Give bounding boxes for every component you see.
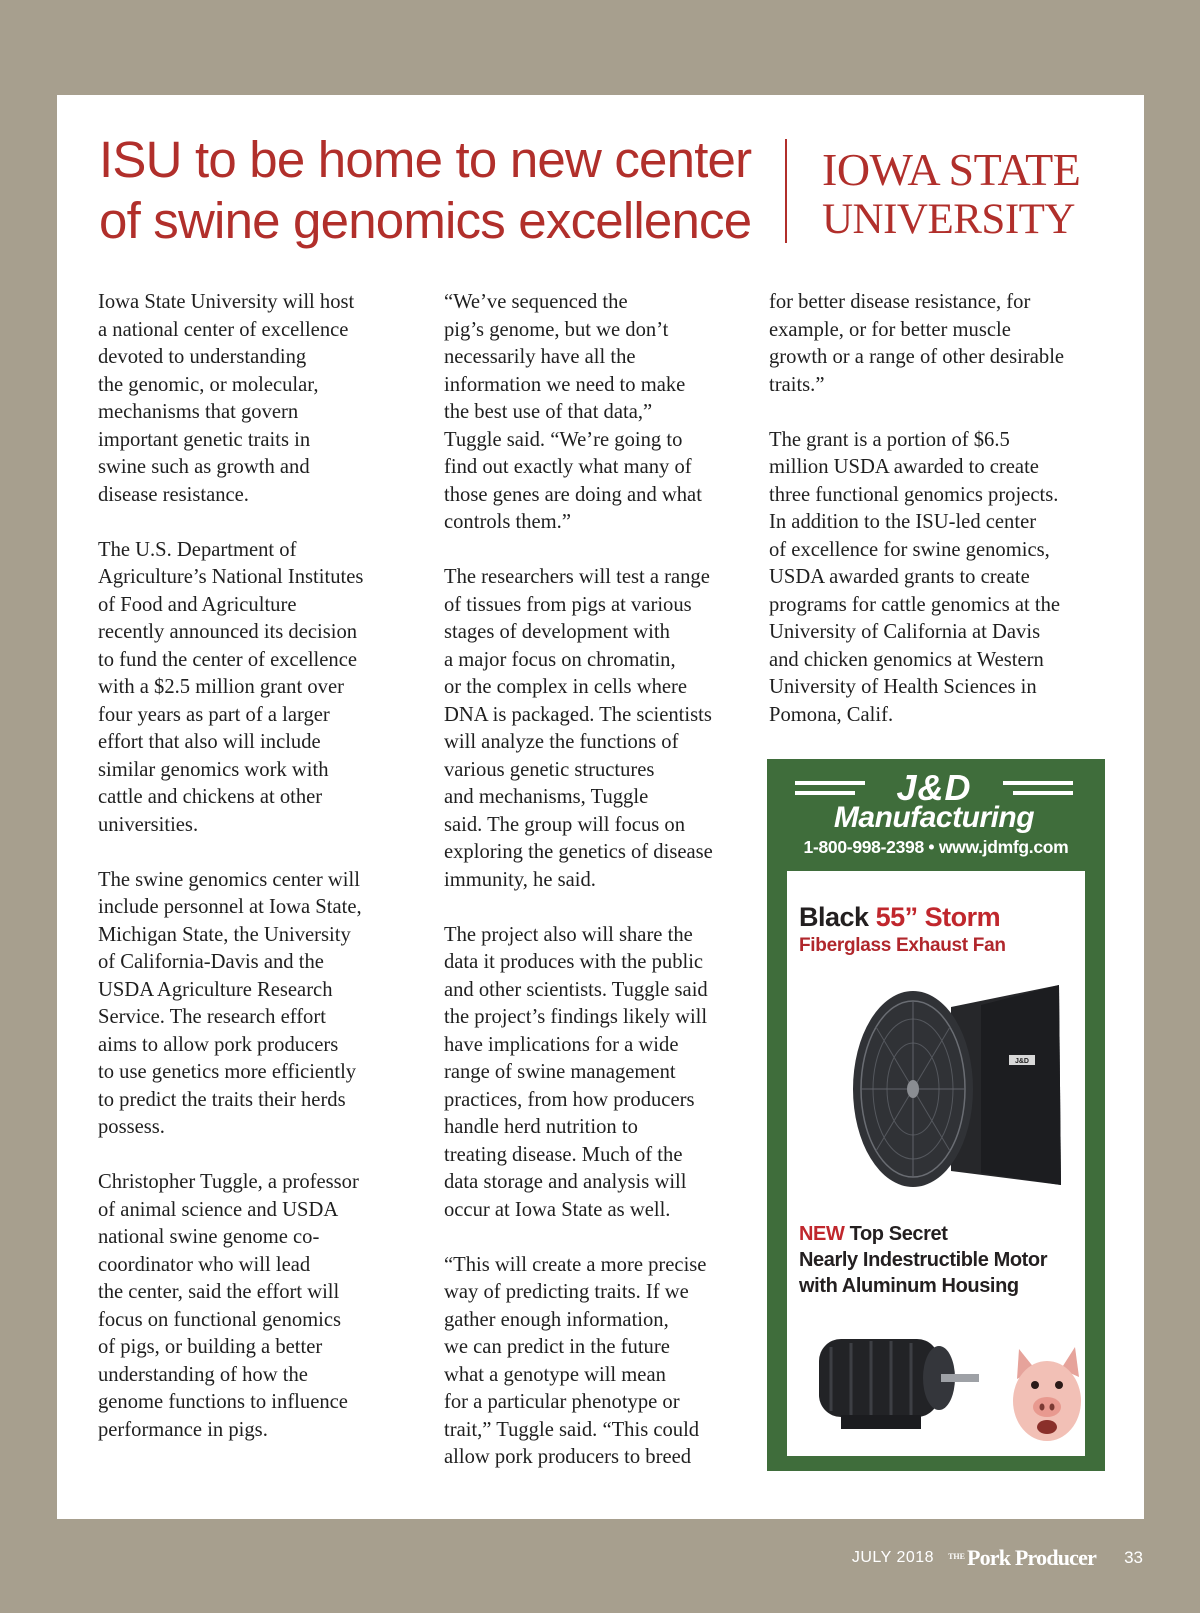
text-line: have implications for a wide (444, 1033, 679, 1056)
text-line: said. The group will focus on (444, 813, 685, 836)
text-line: focus on functional genomics (98, 1308, 342, 1331)
iowa-state-university-logo (822, 145, 1122, 245)
article-paragraph (98, 867, 403, 1142)
text-line: gather enough information, (444, 1308, 669, 1331)
text-line: data storage and analysis will (444, 1171, 687, 1193)
text-line: The grant is a portion of $6.5 (769, 428, 1010, 451)
text-line: a major focus on chromatin, (444, 648, 676, 671)
text-line: for better disease resistance, for (769, 291, 1031, 313)
text-line: immunity, he said. (444, 868, 596, 891)
text-line: the best use of that data,” (444, 401, 653, 423)
magazine-title (948, 1545, 1096, 1571)
product-title (799, 901, 1000, 933)
text-line: “We’ve sequenced the (444, 291, 628, 313)
text-line: devoted to understanding (98, 346, 307, 368)
text-line: University of Health Sciences in (769, 676, 1037, 698)
text-line: Agriculture’s National Institutes (98, 566, 364, 588)
text-line: Iowa State University will host (98, 291, 355, 313)
text-line: find out exactly what many of (444, 456, 692, 478)
product-type: Fiberglass Exhaust Fan (799, 935, 1006, 956)
magazine-page (57, 95, 1144, 1519)
article-paragraph (769, 427, 1099, 730)
text-line: national swine genome co- (98, 1226, 320, 1248)
article-paragraph (98, 1169, 403, 1444)
fan-badge: J&D (1014, 1058, 1030, 1065)
text-line: The researchers will test a range (444, 566, 710, 588)
ad-product-panel (787, 871, 1085, 1456)
text-line: with a $2.5 million grant over (98, 676, 344, 698)
motor-line: Nearly Indestructible Motor (799, 1249, 1048, 1271)
page-number: 33 (1124, 1548, 1143, 1567)
text-line: similar genomics work with (98, 758, 329, 781)
motor-line: with Aluminum Housing (799, 1275, 1019, 1297)
text-line: disease resistance. (98, 483, 249, 506)
text-line: handle herd nutrition to (444, 1116, 638, 1138)
text-line: The project also will share the (444, 923, 693, 946)
text-line: three functional genomics projects. (769, 483, 1059, 506)
text-line: recently announced its decision (98, 621, 358, 643)
text-line: we can predict in the future (444, 1336, 670, 1358)
text-line: trait,” Tuggle said. “This could (444, 1418, 700, 1441)
text-line: of excellence for swine genomics, (769, 538, 1050, 561)
text-line: to fund the center of excellence (98, 648, 358, 671)
text-line: pig’s genome, but we don’t (444, 318, 669, 341)
text-line: understanding of how the (98, 1363, 308, 1386)
article-paragraph (769, 289, 1099, 399)
text-line: for a particular phenotype or (444, 1391, 680, 1413)
text-line: USDA awarded grants to create (769, 566, 1030, 588)
text-line: a national center of excellence (98, 318, 349, 341)
text-line: traits.” (769, 373, 825, 396)
text-line: will analyze the functions of (444, 731, 679, 753)
article-headline (99, 129, 759, 251)
text-line: various genetic structures (444, 758, 655, 781)
text-line: performance in pigs. (98, 1418, 268, 1441)
text-line: of pigs, or building a better (98, 1336, 323, 1358)
text-line: what a genotype will mean (444, 1363, 666, 1386)
text-line: of Food and Agriculture (98, 593, 297, 616)
text-line: aims to allow pork producers (98, 1033, 339, 1056)
text-line: occur at Iowa State as well. (444, 1198, 671, 1221)
text-line: DNA is packaged. The scientists (444, 703, 712, 726)
text-line: mechanisms that govern (98, 401, 299, 423)
article-paragraph (444, 564, 749, 894)
text-line: swine such as growth and (98, 456, 310, 478)
text-line: example, or for better muscle (769, 318, 1011, 341)
text-line: exploring the genetics of disease (444, 841, 713, 863)
text-line: genome functions to influence (98, 1391, 348, 1413)
text-line: and other scientists. Tuggle said (444, 978, 708, 1001)
headline-divider (785, 139, 787, 243)
text-line: of California-Davis and the (98, 951, 324, 973)
magazine-the: THE (948, 1552, 965, 1561)
product-size: 55” Storm (875, 902, 1001, 932)
new-label: NEW (799, 1223, 845, 1245)
text-line: the center, said the effort will (98, 1281, 340, 1303)
text-line: growth or a range of other desirable (769, 346, 1065, 368)
headline-line: ISU to be home to new center (99, 131, 752, 188)
text-line: million USDA awarded to create (769, 456, 1039, 478)
article-paragraph (98, 537, 403, 840)
text-line: four years as part of a larger (98, 703, 330, 726)
text-line: programs for cattle genomics at the (769, 593, 1061, 616)
text-line: necessarily have all the (444, 346, 636, 368)
text-line: of animal science and USDA (98, 1198, 339, 1221)
text-line: of tissues from pigs at various (444, 593, 692, 616)
text-line: important genetic traits in (98, 428, 311, 451)
brand-name: J&D (896, 767, 972, 808)
text-line: The swine genomics center will (98, 868, 360, 891)
text-line: or the complex in cells where (444, 676, 688, 698)
article-column-1 (98, 289, 403, 1472)
text-line: coordinator who will lead (98, 1253, 311, 1276)
text-line: “This will create a more precise (444, 1253, 707, 1276)
logo-line: UNIVERSITY (822, 196, 1075, 243)
text-line: The U.S. Department of (98, 538, 297, 561)
text-line: Michigan State, the University (98, 923, 351, 946)
text-line: universities. (98, 813, 199, 836)
text-line: range of swine management (444, 1061, 676, 1083)
text-line: to use genetics more efficiently (98, 1061, 357, 1083)
text-line: possess. (98, 1116, 165, 1138)
text-line: controls them.” (444, 511, 571, 533)
article-paragraph (444, 289, 749, 537)
text-line: treating disease. Much of the (444, 1143, 683, 1166)
text-line: the genomic, or molecular, (98, 373, 319, 396)
text-line: the project’s findings likely will (444, 1006, 708, 1028)
product-prefix: Black (799, 902, 869, 932)
text-line: Pomona, Calif. (769, 703, 894, 726)
text-line: include personnel at Iowa State, (98, 896, 362, 918)
article-paragraph (444, 1252, 749, 1472)
text-line: Tuggle said. “We’re going to (444, 428, 683, 451)
text-line: Christopher Tuggle, a professor (98, 1171, 359, 1193)
issue-date: JULY 2018 (851, 1549, 935, 1566)
ad-contact-info: 1-800-998-2398 • www.jdmfg.com (803, 837, 1069, 857)
text-line: In addition to the ISU-led center (769, 511, 1037, 533)
text-line: data it produces with the public (444, 951, 704, 973)
text-line: and chicken genomics at Western (769, 648, 1044, 671)
text-line: those genes are doing and what (444, 483, 702, 506)
text-line: stages of development with (444, 621, 670, 643)
article-paragraph (444, 922, 749, 1225)
logo-line: IOWA STATE (822, 144, 1081, 195)
text-line: information we need to make (444, 373, 686, 396)
jd-manufacturing-advertisement[interactable] (767, 759, 1105, 1471)
article-column-3 (769, 289, 1099, 757)
headline-line: of swine genomics excellence (99, 192, 752, 249)
article-paragraph (98, 289, 403, 509)
exhaust-fan-image (831, 967, 1071, 1207)
text-line: USDA Agriculture Research (98, 978, 333, 1001)
magazine-name: Pork Producer (966, 1545, 1097, 1570)
text-line: way of predicting traits. If we (444, 1281, 689, 1303)
text-line: Service. The research effort (98, 1006, 326, 1028)
pig-mascot-image (1005, 1339, 1087, 1443)
motor-description (799, 1221, 1047, 1299)
article-column-2 (444, 289, 749, 1499)
text-line: University of California at Davis (769, 621, 1041, 643)
motor-line: Top Secret (849, 1223, 948, 1245)
text-line: allow pork producers to breed (444, 1446, 692, 1468)
electric-motor-image (801, 1319, 991, 1439)
brand-name-word: Manufacturing (833, 801, 1035, 834)
page-footer (852, 1538, 1143, 1578)
text-line: and mechanisms, Tuggle (444, 786, 649, 808)
jd-manufacturing-logo (789, 767, 1079, 834)
text-line: cattle and chickens at other (98, 786, 323, 808)
text-line: to predict the traits their herds (98, 1088, 346, 1111)
text-line: effort that also will include (98, 731, 321, 753)
text-line: practices, from how producers (444, 1088, 695, 1111)
